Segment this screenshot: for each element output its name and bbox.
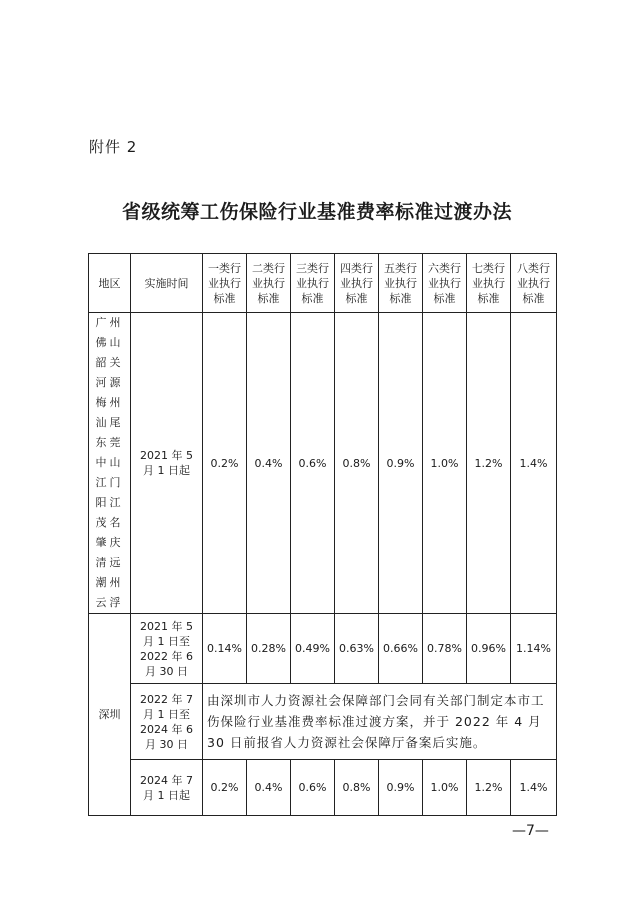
rate-value: 1.14% — [511, 614, 557, 684]
rate-value: 1.4% — [511, 313, 557, 614]
header-class-4: 四类行业执行标准 — [335, 254, 379, 313]
rate-value: 0.4% — [247, 313, 291, 614]
rate-value: 0.8% — [335, 313, 379, 614]
rate-value: 0.9% — [379, 760, 423, 816]
header-region: 地区 — [89, 254, 131, 313]
rate-value: 1.4% — [511, 760, 557, 816]
page-number: —7— — [512, 823, 549, 839]
rate-value: 0.28% — [247, 614, 291, 684]
rate-value: 0.14% — [203, 614, 247, 684]
rate-value: 0.78% — [423, 614, 467, 684]
header-class-6: 六类行业执行标准 — [423, 254, 467, 313]
region-list: 广州佛山韶关河源梅州汕尾东莞中山江门阳江茂名肇庆清远潮州云浮 — [95, 316, 124, 609]
region-cell-shenzhen: 深圳 — [89, 614, 131, 816]
rate-value: 0.96% — [467, 614, 511, 684]
header-class-2: 二类行业执行标准 — [247, 254, 291, 313]
rate-value: 1.2% — [467, 313, 511, 614]
time-cell: 2021 年 5 月 1 日起 — [131, 313, 203, 614]
rate-value: 0.2% — [203, 313, 247, 614]
region-cell-group1 — [89, 313, 131, 614]
rate-value: 0.66% — [379, 614, 423, 684]
time-cell: 2024 年 7 月 1 日起 — [131, 760, 203, 816]
rate-value: 0.49% — [291, 614, 335, 684]
transition-note: 由深圳市人力资源社会保障部门会同有关部门制定本市工伤保险行业基准费率标准过渡方案，并于 2022 年 4 月 30 日前报省人力资源社会保障厅备案后实施。 — [203, 684, 557, 760]
header-row — [89, 254, 557, 313]
header-class-3: 三类行业执行标准 — [291, 254, 335, 313]
rate-value: 0.6% — [291, 760, 335, 816]
rate-value: 1.2% — [467, 760, 511, 816]
rate-value: 0.63% — [335, 614, 379, 684]
header-class-7: 七类行业执行标准 — [467, 254, 511, 313]
rate-value: 0.8% — [335, 760, 379, 816]
rate-value: 0.6% — [291, 313, 335, 614]
header-time: 实施时间 — [131, 254, 203, 313]
page-title: 省级统筹工伤保险行业基准费率标准过渡办法 — [121, 201, 512, 223]
header-class-8: 八类行业执行标准 — [511, 254, 557, 313]
table-row — [89, 313, 557, 614]
table-row — [89, 684, 557, 760]
time-cell: 2021 年 5 月 1 日至 2022 年 6 月 30 日 — [131, 614, 203, 684]
header-class-5: 五类行业执行标准 — [379, 254, 423, 313]
rate-table — [88, 253, 557, 816]
rate-value: 1.0% — [423, 760, 467, 816]
header-class-1: 一类行业执行标准 — [203, 254, 247, 313]
table-row — [89, 760, 557, 816]
time-cell: 2022 年 7 月 1 日至 2024 年 6 月 30 日 — [131, 684, 203, 760]
annex-label: 附件 2 — [89, 138, 138, 156]
rate-value: 1.0% — [423, 313, 467, 614]
rate-value: 0.4% — [247, 760, 291, 816]
table-row — [89, 614, 557, 684]
rate-value: 0.2% — [203, 760, 247, 816]
rate-value: 0.9% — [379, 313, 423, 614]
